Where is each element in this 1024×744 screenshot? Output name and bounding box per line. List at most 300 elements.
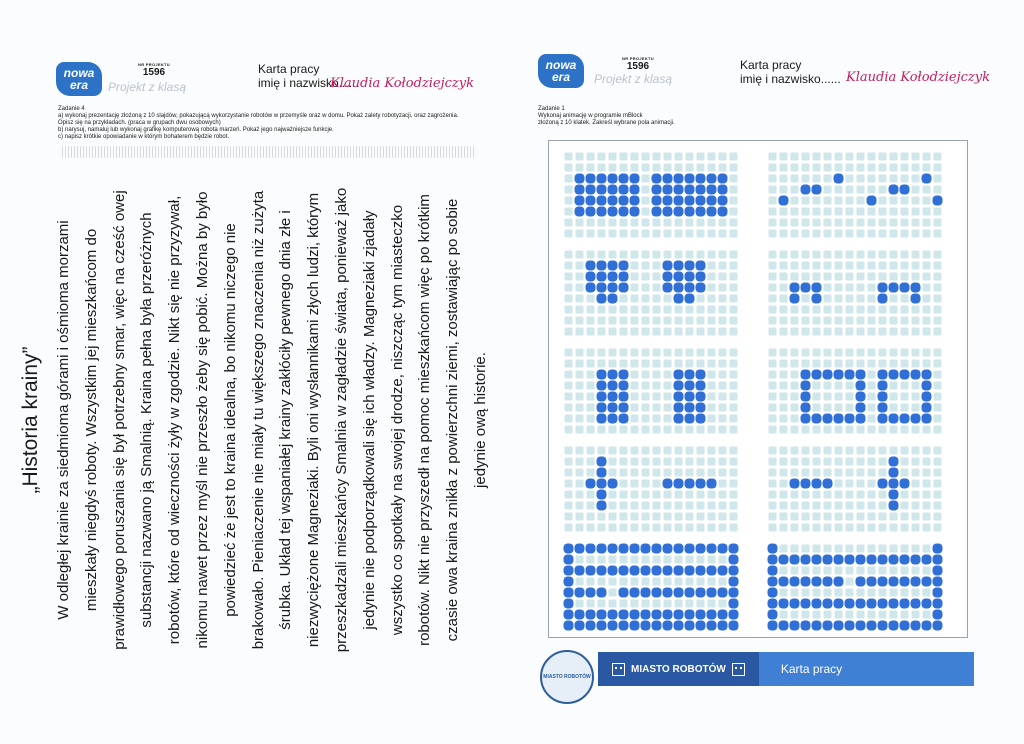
empty-cell bbox=[664, 578, 672, 586]
empty-cell bbox=[675, 513, 683, 521]
empty-cell bbox=[901, 393, 909, 401]
filled-cell bbox=[696, 621, 706, 631]
empty-cell bbox=[620, 524, 628, 532]
empty-cell bbox=[631, 328, 639, 336]
empty-cell bbox=[813, 393, 821, 401]
filled-cell bbox=[718, 621, 728, 631]
empty-cell bbox=[824, 251, 832, 259]
empty-cell bbox=[802, 273, 810, 281]
empty-cell bbox=[934, 469, 942, 477]
filled-cell bbox=[707, 566, 717, 576]
empty-cell bbox=[879, 219, 887, 227]
filled-cell bbox=[685, 544, 695, 554]
empty-cell bbox=[598, 556, 606, 564]
empty-cell bbox=[686, 458, 694, 466]
empty-cell bbox=[719, 153, 727, 161]
empty-cell bbox=[780, 208, 788, 216]
empty-cell bbox=[813, 349, 821, 357]
empty-cell bbox=[609, 360, 617, 368]
empty-cell bbox=[769, 295, 777, 303]
watermark: Projekt z klasą bbox=[108, 80, 187, 94]
empty-cell bbox=[901, 164, 909, 172]
empty-cell bbox=[890, 524, 898, 532]
empty-cell bbox=[697, 295, 705, 303]
story-line: jedynie ową historie. bbox=[471, 352, 489, 488]
empty-cell bbox=[868, 371, 876, 379]
empty-cell bbox=[653, 284, 661, 292]
filled-cell bbox=[608, 283, 618, 293]
filled-cell bbox=[630, 207, 640, 217]
empty-cell bbox=[708, 600, 716, 608]
animation-frame bbox=[763, 147, 947, 243]
empty-cell bbox=[653, 513, 661, 521]
empty-cell bbox=[868, 382, 876, 390]
empty-cell bbox=[835, 480, 843, 488]
empty-cell bbox=[901, 273, 909, 281]
empty-cell bbox=[835, 186, 843, 194]
filled-cell bbox=[801, 283, 811, 293]
empty-cell bbox=[598, 164, 606, 172]
filled-cell bbox=[674, 621, 684, 631]
filled-cell bbox=[674, 261, 684, 271]
empty-cell bbox=[835, 513, 843, 521]
empty-cell bbox=[730, 502, 738, 510]
empty-cell bbox=[587, 502, 595, 510]
filled-cell bbox=[823, 599, 833, 609]
empty-cell bbox=[576, 164, 584, 172]
empty-cell bbox=[780, 284, 788, 292]
filled-cell bbox=[911, 621, 921, 631]
empty-cell bbox=[642, 262, 650, 270]
empty-cell bbox=[642, 284, 650, 292]
empty-cell bbox=[934, 328, 942, 336]
empty-cell bbox=[780, 295, 788, 303]
filled-cell bbox=[652, 185, 662, 195]
empty-cell bbox=[675, 447, 683, 455]
filled-cell bbox=[619, 261, 629, 271]
empty-cell bbox=[780, 491, 788, 499]
empty-cell bbox=[642, 502, 650, 510]
filled-cell bbox=[845, 370, 855, 380]
empty-cell bbox=[609, 556, 617, 564]
empty-cell bbox=[598, 600, 606, 608]
empty-cell bbox=[934, 273, 942, 281]
empty-cell bbox=[664, 393, 672, 401]
empty-cell bbox=[719, 306, 727, 314]
filled-cell bbox=[586, 544, 596, 554]
filled-cell bbox=[597, 174, 607, 184]
empty-cell bbox=[642, 426, 650, 434]
empty-cell bbox=[868, 328, 876, 336]
empty-cell bbox=[846, 578, 854, 586]
empty-cell bbox=[686, 556, 694, 564]
empty-cell bbox=[631, 600, 639, 608]
empty-cell bbox=[653, 262, 661, 270]
empty-cell bbox=[708, 447, 716, 455]
empty-cell bbox=[890, 164, 898, 172]
empty-cell bbox=[835, 567, 843, 575]
empty-cell bbox=[791, 426, 799, 434]
filled-cell bbox=[564, 599, 574, 609]
empty-cell bbox=[697, 349, 705, 357]
empty-cell bbox=[835, 611, 843, 619]
filled-cell bbox=[630, 174, 640, 184]
empty-cell bbox=[642, 197, 650, 205]
filled-cell bbox=[900, 283, 910, 293]
empty-cell bbox=[802, 262, 810, 270]
filled-cell bbox=[597, 294, 607, 304]
empty-cell bbox=[664, 524, 672, 532]
empty-cell bbox=[879, 251, 887, 259]
empty-cell bbox=[565, 284, 573, 292]
empty-cell bbox=[631, 556, 639, 564]
filled-cell bbox=[922, 381, 932, 391]
empty-cell bbox=[631, 371, 639, 379]
animation-frame bbox=[763, 539, 947, 635]
empty-cell bbox=[708, 219, 716, 227]
empty-cell bbox=[598, 306, 606, 314]
filled-cell bbox=[597, 479, 607, 489]
empty-cell bbox=[587, 251, 595, 259]
filled-cell bbox=[696, 544, 706, 554]
filled-cell bbox=[685, 174, 695, 184]
empty-cell bbox=[697, 447, 705, 455]
empty-cell bbox=[769, 317, 777, 325]
empty-cell bbox=[846, 545, 854, 553]
empty-cell bbox=[576, 382, 584, 390]
empty-cell bbox=[769, 480, 777, 488]
task-line: b) narysuj, namaluj lub wykonaj grafikę komputerową robota marzeń. Pokaż jego najważniejsze funkcje. bbox=[58, 127, 334, 133]
empty-cell bbox=[620, 251, 628, 259]
empty-cell bbox=[631, 251, 639, 259]
filled-cell bbox=[674, 588, 684, 598]
filled-cell bbox=[878, 555, 888, 565]
filled-cell bbox=[878, 392, 888, 402]
filled-cell bbox=[801, 392, 811, 402]
empty-cell bbox=[879, 273, 887, 281]
empty-cell bbox=[631, 349, 639, 357]
empty-cell bbox=[653, 556, 661, 564]
empty-cell bbox=[576, 371, 584, 379]
filled-cell bbox=[674, 381, 684, 391]
story-line: wszystko co spotkały na swojej drodze, niszcząc tym miasteczko bbox=[388, 204, 406, 636]
filled-cell bbox=[867, 621, 877, 631]
empty-cell bbox=[620, 458, 628, 466]
footer-label: Karta pracy bbox=[780, 662, 843, 676]
filled-cell bbox=[652, 621, 662, 631]
empty-cell bbox=[565, 186, 573, 194]
empty-cell bbox=[587, 447, 595, 455]
empty-cell bbox=[868, 230, 876, 238]
empty-cell bbox=[835, 349, 843, 357]
story-line: śrubka. Układ tej wspaniałej krainy zakłóciły pewnego dnia złe i bbox=[277, 210, 295, 630]
empty-cell bbox=[879, 306, 887, 314]
filled-cell bbox=[718, 207, 728, 217]
filled-cell bbox=[911, 599, 921, 609]
empty-cell bbox=[620, 480, 628, 488]
empty-cell bbox=[769, 404, 777, 412]
empty-cell bbox=[813, 611, 821, 619]
empty-cell bbox=[780, 164, 788, 172]
empty-cell bbox=[587, 382, 595, 390]
empty-cell bbox=[912, 328, 920, 336]
empty-cell bbox=[901, 208, 909, 216]
filled-cell bbox=[878, 621, 888, 631]
filled-cell bbox=[641, 544, 651, 554]
empty-cell bbox=[901, 545, 909, 553]
empty-cell bbox=[730, 491, 738, 499]
empty-cell bbox=[609, 502, 617, 510]
filled-cell bbox=[779, 621, 789, 631]
empty-cell bbox=[664, 230, 672, 238]
filled-cell bbox=[641, 621, 651, 631]
filled-cell bbox=[630, 544, 640, 554]
filled-cell bbox=[608, 566, 618, 576]
empty-cell bbox=[769, 360, 777, 368]
empty-cell bbox=[642, 175, 650, 183]
filled-cell bbox=[685, 566, 695, 576]
filled-cell bbox=[663, 272, 673, 282]
empty-cell bbox=[857, 349, 865, 357]
empty-cell bbox=[664, 306, 672, 314]
empty-cell bbox=[576, 219, 584, 227]
empty-cell bbox=[565, 371, 573, 379]
empty-cell bbox=[923, 219, 931, 227]
empty-cell bbox=[846, 295, 854, 303]
filled-cell bbox=[696, 370, 706, 380]
empty-cell bbox=[791, 208, 799, 216]
filled-cell bbox=[718, 566, 728, 576]
empty-cell bbox=[576, 153, 584, 161]
empty-cell bbox=[642, 480, 650, 488]
filled-cell bbox=[707, 621, 717, 631]
empty-cell bbox=[846, 219, 854, 227]
empty-cell bbox=[730, 251, 738, 259]
empty-cell bbox=[708, 393, 716, 401]
animation-frame bbox=[559, 343, 743, 439]
filled-cell bbox=[652, 544, 662, 554]
empty-cell bbox=[868, 219, 876, 227]
filled-cell bbox=[597, 196, 607, 206]
empty-cell bbox=[620, 295, 628, 303]
empty-cell bbox=[857, 589, 865, 597]
empty-cell bbox=[857, 317, 865, 325]
empty-cell bbox=[697, 556, 705, 564]
empty-cell bbox=[675, 426, 683, 434]
empty-cell bbox=[868, 208, 876, 216]
empty-cell bbox=[642, 382, 650, 390]
empty-cell bbox=[934, 284, 942, 292]
filled-cell bbox=[933, 621, 943, 631]
empty-cell bbox=[708, 262, 716, 270]
empty-cell bbox=[879, 545, 887, 553]
empty-cell bbox=[708, 491, 716, 499]
empty-cell bbox=[824, 317, 832, 325]
filled-cell bbox=[812, 283, 822, 293]
empty-cell bbox=[912, 164, 920, 172]
empty-cell bbox=[598, 447, 606, 455]
empty-cell bbox=[791, 567, 799, 575]
empty-cell bbox=[901, 404, 909, 412]
empty-cell bbox=[730, 382, 738, 390]
empty-cell bbox=[675, 578, 683, 586]
empty-cell bbox=[879, 589, 887, 597]
empty-cell bbox=[912, 251, 920, 259]
filled-cell bbox=[900, 414, 910, 424]
empty-cell bbox=[791, 545, 799, 553]
frame-dot-grid bbox=[763, 147, 947, 243]
empty-cell bbox=[620, 426, 628, 434]
empty-cell bbox=[934, 426, 942, 434]
empty-cell bbox=[609, 230, 617, 238]
empty-cell bbox=[791, 328, 799, 336]
filled-cell bbox=[779, 196, 789, 206]
empty-cell bbox=[576, 513, 584, 521]
empty-cell bbox=[890, 382, 898, 390]
empty-cell bbox=[835, 393, 843, 401]
empty-cell bbox=[769, 371, 777, 379]
empty-cell bbox=[631, 469, 639, 477]
empty-cell bbox=[901, 524, 909, 532]
empty-cell bbox=[835, 426, 843, 434]
filled-cell bbox=[575, 588, 585, 598]
empty-cell bbox=[565, 480, 573, 488]
empty-cell bbox=[923, 295, 931, 303]
empty-cell bbox=[653, 317, 661, 325]
empty-cell bbox=[587, 219, 595, 227]
empty-cell bbox=[719, 382, 727, 390]
empty-cell bbox=[565, 426, 573, 434]
empty-cell bbox=[802, 469, 810, 477]
empty-cell bbox=[653, 502, 661, 510]
empty-cell bbox=[846, 208, 854, 216]
empty-cell bbox=[824, 426, 832, 434]
animation-frames-panel bbox=[548, 140, 968, 638]
empty-cell bbox=[802, 426, 810, 434]
story-line: czasie owa kraina znikła z powierzchni ziemi, zostawiając po sobie bbox=[444, 198, 462, 642]
filled-cell bbox=[608, 621, 618, 631]
filled-cell bbox=[812, 621, 822, 631]
story-text-rotated bbox=[18, 140, 498, 700]
filled-cell bbox=[663, 621, 673, 631]
empty-cell bbox=[675, 230, 683, 238]
empty-cell bbox=[934, 480, 942, 488]
filled-cell bbox=[608, 185, 618, 195]
nowa-era-logo: nowa era bbox=[538, 54, 584, 88]
filled-cell bbox=[608, 370, 618, 380]
empty-cell bbox=[719, 230, 727, 238]
filled-cell bbox=[812, 294, 822, 304]
story-line: substancji nazwano ją Smalnią. Kraina pełna była przeróżnych bbox=[138, 212, 156, 628]
empty-cell bbox=[675, 524, 683, 532]
empty-cell bbox=[598, 360, 606, 368]
empty-cell bbox=[719, 284, 727, 292]
empty-cell bbox=[642, 295, 650, 303]
empty-cell bbox=[631, 502, 639, 510]
filled-cell bbox=[801, 185, 811, 195]
empty-cell bbox=[719, 164, 727, 172]
empty-cell bbox=[857, 219, 865, 227]
empty-cell bbox=[835, 208, 843, 216]
empty-cell bbox=[719, 469, 727, 477]
filled-cell bbox=[674, 414, 684, 424]
filled-cell bbox=[597, 381, 607, 391]
empty-cell bbox=[868, 404, 876, 412]
empty-cell bbox=[868, 251, 876, 259]
empty-cell bbox=[901, 230, 909, 238]
filled-cell bbox=[812, 479, 822, 489]
empty-cell bbox=[901, 491, 909, 499]
empty-cell bbox=[813, 153, 821, 161]
filled-cell bbox=[779, 555, 789, 565]
empty-cell bbox=[708, 458, 716, 466]
empty-cell bbox=[697, 426, 705, 434]
empty-cell bbox=[912, 208, 920, 216]
empty-cell bbox=[824, 284, 832, 292]
filled-cell bbox=[696, 588, 706, 598]
empty-cell bbox=[934, 262, 942, 270]
empty-cell bbox=[609, 219, 617, 227]
empty-cell bbox=[846, 404, 854, 412]
task-4 bbox=[58, 106, 498, 141]
empty-cell bbox=[598, 230, 606, 238]
empty-cell bbox=[791, 175, 799, 183]
empty-cell bbox=[675, 328, 683, 336]
empty-cell bbox=[846, 458, 854, 466]
project-label: NR PROJEKTU bbox=[138, 62, 170, 67]
empty-cell bbox=[791, 230, 799, 238]
empty-cell bbox=[719, 556, 727, 564]
empty-cell bbox=[631, 153, 639, 161]
empty-cell bbox=[835, 230, 843, 238]
filled-cell bbox=[619, 588, 629, 598]
filled-cell bbox=[564, 555, 574, 565]
empty-cell bbox=[587, 371, 595, 379]
filled-cell bbox=[674, 610, 684, 620]
filled-cell bbox=[707, 207, 717, 217]
empty-cell bbox=[675, 491, 683, 499]
empty-cell bbox=[846, 469, 854, 477]
empty-cell bbox=[576, 295, 584, 303]
empty-cell bbox=[868, 458, 876, 466]
empty-cell bbox=[934, 317, 942, 325]
filled-cell bbox=[619, 392, 629, 402]
empty-cell bbox=[609, 469, 617, 477]
empty-cell bbox=[835, 404, 843, 412]
empty-cell bbox=[802, 251, 810, 259]
filled-cell bbox=[652, 588, 662, 598]
filled-cell bbox=[586, 272, 596, 282]
empty-cell bbox=[923, 491, 931, 499]
empty-cell bbox=[769, 197, 777, 205]
empty-cell bbox=[719, 426, 727, 434]
empty-cell bbox=[620, 230, 628, 238]
filled-cell bbox=[801, 414, 811, 424]
filled-cell bbox=[823, 414, 833, 424]
empty-cell bbox=[587, 306, 595, 314]
empty-cell bbox=[802, 230, 810, 238]
filled-cell bbox=[856, 621, 866, 631]
story-line: niezwyciężone Magneziaki. Byli oni wysłannikami złych ludzi, którym bbox=[305, 192, 323, 648]
empty-cell bbox=[708, 524, 716, 532]
animation-frame bbox=[559, 539, 743, 635]
empty-cell bbox=[780, 611, 788, 619]
empty-cell bbox=[697, 219, 705, 227]
empty-cell bbox=[620, 349, 628, 357]
empty-cell bbox=[730, 262, 738, 270]
empty-cell bbox=[802, 317, 810, 325]
empty-cell bbox=[769, 415, 777, 423]
